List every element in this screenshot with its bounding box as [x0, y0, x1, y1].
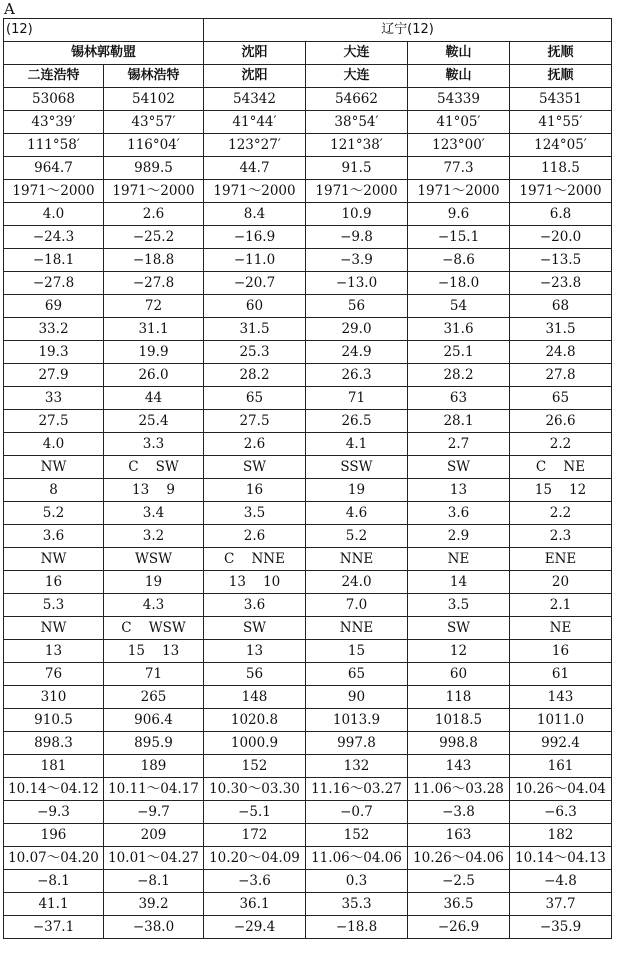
- header-row-groups: [4, 19, 612, 42]
- table-cell: 895.9: [104, 732, 204, 755]
- table-row: [4, 686, 612, 709]
- table-row: [4, 732, 612, 755]
- table-cell: 24.9: [306, 341, 408, 364]
- table-cell: −24.3: [4, 226, 104, 249]
- table-cell: 28.2: [204, 364, 306, 387]
- table-cell: 265: [104, 686, 204, 709]
- table-row: [4, 502, 612, 525]
- table-cell: SW: [408, 617, 510, 640]
- table-cell: 4.3: [104, 594, 204, 617]
- table-cell: 54351: [510, 88, 612, 111]
- table-cell: −23.8: [510, 272, 612, 295]
- table-cell: 63: [408, 387, 510, 410]
- table-cell: −18.8: [306, 916, 408, 939]
- table-cell: 2.2: [510, 502, 612, 525]
- table-cell: 27.8: [510, 364, 612, 387]
- table-cell: 16: [4, 571, 104, 594]
- header-row-stations: [4, 65, 612, 88]
- table-cell: 2.1: [510, 594, 612, 617]
- table-cell: 37.7: [510, 893, 612, 916]
- table-cell: 152: [204, 755, 306, 778]
- header-row-cities: [4, 42, 612, 65]
- table-row: [4, 617, 612, 640]
- table-cell: 27.5: [4, 410, 104, 433]
- header-station: 二连浩特: [4, 65, 104, 88]
- table-cell: 116°04′: [104, 134, 204, 157]
- table-cell: 2.6: [104, 203, 204, 226]
- table-cell: NNE: [306, 548, 408, 571]
- table-cell: 10.11～04.17: [104, 778, 204, 801]
- table-row: [4, 824, 612, 847]
- table-cell: 5.2: [4, 502, 104, 525]
- table-cell: 148: [204, 686, 306, 709]
- table-cell: 992.4: [510, 732, 612, 755]
- table-row: [4, 456, 612, 479]
- table-cell: 1013.9: [306, 709, 408, 732]
- table-cell: 111°58′: [4, 134, 104, 157]
- table-cell: 3.4: [104, 502, 204, 525]
- table-cell: 4.0: [4, 433, 104, 456]
- table-cell: 2.3: [510, 525, 612, 548]
- table-cell: −6.3: [510, 801, 612, 824]
- table-cell: 182: [510, 824, 612, 847]
- table-cell: 56: [204, 663, 306, 686]
- table-cell: −3.6: [204, 870, 306, 893]
- table-cell: 10.14～04.12: [4, 778, 104, 801]
- table-cell: 8: [4, 479, 104, 502]
- table-row: [4, 88, 612, 111]
- table-cell: 35.3: [306, 893, 408, 916]
- table-row: [4, 318, 612, 341]
- table-cell: 20: [510, 571, 612, 594]
- table-cell: 12: [408, 640, 510, 663]
- table-cell: −25.2: [104, 226, 204, 249]
- table-cell: −9.8: [306, 226, 408, 249]
- table-cell: 910.5: [4, 709, 104, 732]
- table-row: [4, 479, 612, 502]
- table-row: [4, 157, 612, 180]
- header-station: 大连: [306, 65, 408, 88]
- table-cell: −8.6: [408, 249, 510, 272]
- table-cell: −18.0: [408, 272, 510, 295]
- table-cell: −4.8: [510, 870, 612, 893]
- table-cell: 3.5: [204, 502, 306, 525]
- table-cell: SW: [204, 617, 306, 640]
- table-body: [4, 19, 612, 939]
- table-cell: 71: [104, 663, 204, 686]
- table-cell: −3.9: [306, 249, 408, 272]
- table-cell: −13.5: [510, 249, 612, 272]
- table-row: [4, 571, 612, 594]
- table-cell: 53068: [4, 88, 104, 111]
- table-cell: 10.30～03.30: [204, 778, 306, 801]
- table-cell: SW: [204, 456, 306, 479]
- table-cell: 181: [4, 755, 104, 778]
- table-cell: −11.0: [204, 249, 306, 272]
- table-cell: 143: [408, 755, 510, 778]
- table-cell: 26.5: [306, 410, 408, 433]
- table-cell: 1971～2000: [510, 180, 612, 203]
- table-row: [4, 893, 612, 916]
- table-row: [4, 249, 612, 272]
- table-cell: 54342: [204, 88, 306, 111]
- table-row: [4, 341, 612, 364]
- table-cell: 33.2: [4, 318, 104, 341]
- table-cell: 56: [306, 295, 408, 318]
- table-cell: 13: [204, 640, 306, 663]
- table-cell: 5.3: [4, 594, 104, 617]
- table-cell: −5.1: [204, 801, 306, 824]
- table-cell: 2.7: [408, 433, 510, 456]
- table-cell: 15 12: [510, 479, 612, 502]
- table-cell: ENE: [510, 548, 612, 571]
- table-cell: 54662: [306, 88, 408, 111]
- table-cell: 123°27′: [204, 134, 306, 157]
- table-cell: C SW: [104, 456, 204, 479]
- table-cell: −18.1: [4, 249, 104, 272]
- table-cell: 76: [4, 663, 104, 686]
- table-cell: 10.20～04.09: [204, 847, 306, 870]
- header-station: 锡林浩特: [104, 65, 204, 88]
- table-cell: 123°00′: [408, 134, 510, 157]
- table-row: [4, 180, 612, 203]
- table-cell: 8.4: [204, 203, 306, 226]
- table-cell: 172: [204, 824, 306, 847]
- header-city: 大连: [306, 42, 408, 65]
- table-cell: 1971～2000: [4, 180, 104, 203]
- table-cell: 1971～2000: [104, 180, 204, 203]
- table-cell: 44.7: [204, 157, 306, 180]
- table-row: [4, 387, 612, 410]
- table-cell: −9.7: [104, 801, 204, 824]
- table-cell: −18.8: [104, 249, 204, 272]
- table-cell: 27.9: [4, 364, 104, 387]
- table-cell: 1020.8: [204, 709, 306, 732]
- table-cell: C NE: [510, 456, 612, 479]
- table-cell: −0.7: [306, 801, 408, 824]
- table-row: [4, 272, 612, 295]
- table-cell: 1011.0: [510, 709, 612, 732]
- table-cell: 16: [204, 479, 306, 502]
- header-station: 沈阳: [204, 65, 306, 88]
- table-cell: 10.14～04.13: [510, 847, 612, 870]
- table-cell: WSW: [104, 548, 204, 571]
- table-row: [4, 916, 612, 939]
- table-row: [4, 778, 612, 801]
- table-cell: NNE: [306, 617, 408, 640]
- table-cell: 28.2: [408, 364, 510, 387]
- table-cell: 25.4: [104, 410, 204, 433]
- table-cell: 0.3: [306, 870, 408, 893]
- table-cell: 41.1: [4, 893, 104, 916]
- table-row: [4, 594, 612, 617]
- table-cell: 26.0: [104, 364, 204, 387]
- table-cell: NE: [408, 548, 510, 571]
- table-cell: 1000.9: [204, 732, 306, 755]
- table-cell: 118.5: [510, 157, 612, 180]
- table-row: [4, 226, 612, 249]
- table-cell: 3.6: [408, 502, 510, 525]
- table-cell: C WSW: [104, 617, 204, 640]
- table-cell: 6.8: [510, 203, 612, 226]
- table-cell: 69: [4, 295, 104, 318]
- table-cell: 118: [408, 686, 510, 709]
- table-cell: 60: [204, 295, 306, 318]
- table-cell: 4.0: [4, 203, 104, 226]
- table-cell: 152: [306, 824, 408, 847]
- header-group-liaoning: 辽宁(12): [204, 19, 612, 42]
- table-row: [4, 801, 612, 824]
- table-cell: 189: [104, 755, 204, 778]
- table-row: [4, 134, 612, 157]
- table-cell: 5.2: [306, 525, 408, 548]
- table-row: [4, 640, 612, 663]
- table-cell: 161: [510, 755, 612, 778]
- table-cell: −16.9: [204, 226, 306, 249]
- table-cell: 91.5: [306, 157, 408, 180]
- table-cell: 71: [306, 387, 408, 410]
- table-cell: 964.7: [4, 157, 104, 180]
- table-cell: −27.8: [4, 272, 104, 295]
- table-cell: 72: [104, 295, 204, 318]
- table-cell: 13 10: [204, 571, 306, 594]
- climate-data-table: [3, 18, 612, 939]
- table-cell: 61: [510, 663, 612, 686]
- table-cell: 54: [408, 295, 510, 318]
- table-cell: 19.3: [4, 341, 104, 364]
- table-cell: −8.1: [4, 870, 104, 893]
- table-cell: 11.06～04.06: [306, 847, 408, 870]
- header-city: 鞍山: [408, 42, 510, 65]
- table-cell: 65: [510, 387, 612, 410]
- table-cell: 13: [4, 640, 104, 663]
- table-cell: 28.1: [408, 410, 510, 433]
- table-cell: SSW: [306, 456, 408, 479]
- table-row: [4, 548, 612, 571]
- table-cell: 3.3: [104, 433, 204, 456]
- table-cell: 31.5: [204, 318, 306, 341]
- table-cell: NW: [4, 548, 104, 571]
- table-cell: −20.7: [204, 272, 306, 295]
- table-cell: 10.01～04.27: [104, 847, 204, 870]
- table-cell: −20.0: [510, 226, 612, 249]
- table-cell: 31.6: [408, 318, 510, 341]
- table-cell: 7.0: [306, 594, 408, 617]
- table-cell: 3.6: [204, 594, 306, 617]
- table-cell: 10.07～04.20: [4, 847, 104, 870]
- table-cell: 4.1: [306, 433, 408, 456]
- table-cell: −29.4: [204, 916, 306, 939]
- table-cell: 14: [408, 571, 510, 594]
- table-cell: 24.0: [306, 571, 408, 594]
- table-cell: 60: [408, 663, 510, 686]
- table-cell: 13: [408, 479, 510, 502]
- table-cell: 41°05′: [408, 111, 510, 134]
- table-cell: 33: [4, 387, 104, 410]
- table-cell: 31.1: [104, 318, 204, 341]
- table-cell: 3.2: [104, 525, 204, 548]
- table-cell: 15 13: [104, 640, 204, 663]
- table-cell: 1971～2000: [204, 180, 306, 203]
- table-cell: 2.6: [204, 525, 306, 548]
- table-row: [4, 709, 612, 732]
- table-row: [4, 111, 612, 134]
- table-cell: −38.0: [104, 916, 204, 939]
- table-cell: 898.3: [4, 732, 104, 755]
- table-cell: 25.3: [204, 341, 306, 364]
- table-cell: −8.1: [104, 870, 204, 893]
- table-cell: 10.26～04.04: [510, 778, 612, 801]
- header-city: 抚顺: [510, 42, 612, 65]
- table-row: [4, 203, 612, 226]
- header-station: 抚顺: [510, 65, 612, 88]
- table-row: [4, 847, 612, 870]
- table-cell: 68: [510, 295, 612, 318]
- table-cell: 19.9: [104, 341, 204, 364]
- table-row: [4, 755, 612, 778]
- table-cell: −35.9: [510, 916, 612, 939]
- table-cell: −9.3: [4, 801, 104, 824]
- table-cell: −37.1: [4, 916, 104, 939]
- table-cell: 121°38′: [306, 134, 408, 157]
- header-city: 沈阳: [204, 42, 306, 65]
- table-cell: 4.6: [306, 502, 408, 525]
- table-cell: 132: [306, 755, 408, 778]
- table-cell: 209: [104, 824, 204, 847]
- table-cell: 11.06～03.28: [408, 778, 510, 801]
- table-cell: 65: [306, 663, 408, 686]
- table-row: [4, 870, 612, 893]
- table-cell: 196: [4, 824, 104, 847]
- table-cell: 906.4: [104, 709, 204, 732]
- table-row: [4, 663, 612, 686]
- table-cell: 163: [408, 824, 510, 847]
- table-cell: NW: [4, 456, 104, 479]
- table-cell: 10.26～04.06: [408, 847, 510, 870]
- page-label: A: [4, 0, 15, 18]
- table-cell: 43°39′: [4, 111, 104, 134]
- table-cell: 19: [306, 479, 408, 502]
- table-cell: 54339: [408, 88, 510, 111]
- table-cell: 3.6: [4, 525, 104, 548]
- table-row: [4, 410, 612, 433]
- table-cell: 24.8: [510, 341, 612, 364]
- table-cell: 2.9: [408, 525, 510, 548]
- table-cell: NW: [4, 617, 104, 640]
- table-row: [4, 433, 612, 456]
- table-cell: 143: [510, 686, 612, 709]
- header-corner: (12): [4, 19, 204, 42]
- table-cell: −26.9: [408, 916, 510, 939]
- table-cell: 44: [104, 387, 204, 410]
- table-cell: 124°05′: [510, 134, 612, 157]
- table-cell: 36.1: [204, 893, 306, 916]
- table-cell: 1971～2000: [306, 180, 408, 203]
- table-cell: C NNE: [204, 548, 306, 571]
- table-cell: 11.16～03.27: [306, 778, 408, 801]
- table-cell: 43°57′: [104, 111, 204, 134]
- table-cell: −3.8: [408, 801, 510, 824]
- table-cell: 26.3: [306, 364, 408, 387]
- table-row: [4, 525, 612, 548]
- header-group-xilingol: 锡林郭勒盟: [4, 42, 204, 65]
- table-cell: 65: [204, 387, 306, 410]
- table-cell: 9.6: [408, 203, 510, 226]
- table-cell: −2.5: [408, 870, 510, 893]
- table-cell: 989.5: [104, 157, 204, 180]
- table-cell: 16: [510, 640, 612, 663]
- table-cell: −27.8: [104, 272, 204, 295]
- table-cell: 25.1: [408, 341, 510, 364]
- table-cell: 998.8: [408, 732, 510, 755]
- table-cell: 13 9: [104, 479, 204, 502]
- table-cell: 38°54′: [306, 111, 408, 134]
- table-cell: 41°44′: [204, 111, 306, 134]
- table-cell: 29.0: [306, 318, 408, 341]
- table-cell: 3.5: [408, 594, 510, 617]
- table-cell: 41°55′: [510, 111, 612, 134]
- table-cell: 2.6: [204, 433, 306, 456]
- table-cell: 2.2: [510, 433, 612, 456]
- table-cell: −15.1: [408, 226, 510, 249]
- table-cell: 27.5: [204, 410, 306, 433]
- table-cell: 19: [104, 571, 204, 594]
- table-cell: 310: [4, 686, 104, 709]
- table-cell: −13.0: [306, 272, 408, 295]
- table-cell: 15: [306, 640, 408, 663]
- table-cell: NE: [510, 617, 612, 640]
- table-cell: 1971～2000: [408, 180, 510, 203]
- table-cell: 39.2: [104, 893, 204, 916]
- table-row: [4, 364, 612, 387]
- table-cell: 31.5: [510, 318, 612, 341]
- table-cell: 77.3: [408, 157, 510, 180]
- table-cell: 1018.5: [408, 709, 510, 732]
- table-cell: SW: [408, 456, 510, 479]
- table-cell: 36.5: [408, 893, 510, 916]
- table-cell: 90: [306, 686, 408, 709]
- table-row: [4, 295, 612, 318]
- table-cell: 10.9: [306, 203, 408, 226]
- table-cell: 54102: [104, 88, 204, 111]
- table-cell: 997.8: [306, 732, 408, 755]
- header-station: 鞍山: [408, 65, 510, 88]
- table-cell: 26.6: [510, 410, 612, 433]
